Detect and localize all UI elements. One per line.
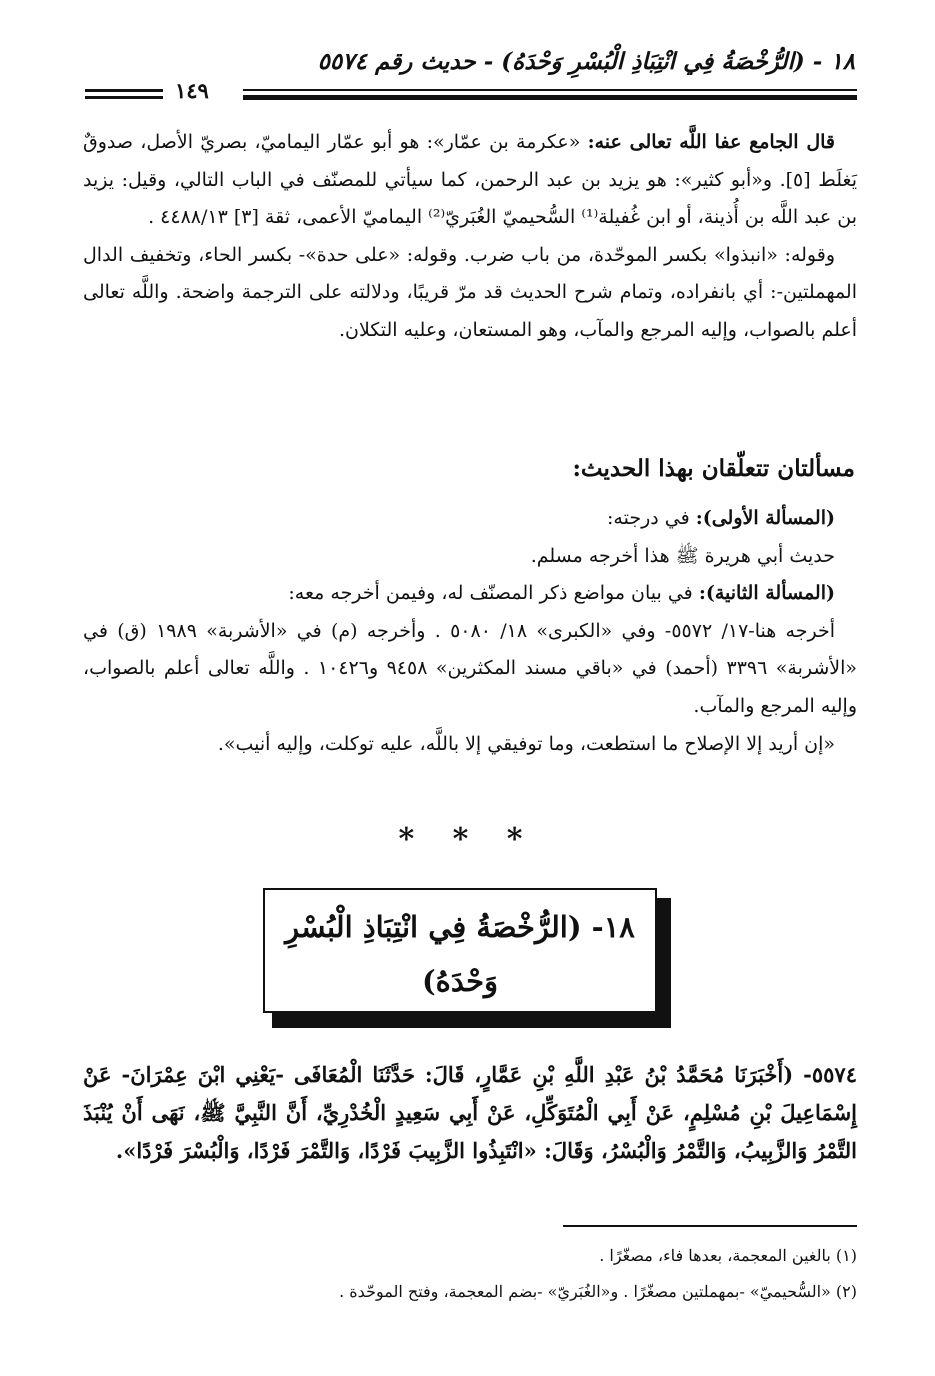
chapter-title-line-2: وَحْدَهُ) [421,964,499,998]
issue-2-body: أخرجه هنا-١٧/ ٥٥٧٢- وفي «الكبرى» ١٨/ ٥٠٨٠ . وأخرجه (م) في «الأشربة» ١٩٨٩ (ق) في «الأشربة» ٣٣٩٦ (أحمد) في «باقي مسند المكثرين» ٩٤٥٨ و١٠٤٢٦ . واللَّه تعالى أعلم بالصواب، وإليه المرجع والمآب. [83,619,858,717]
footnote-2: (٢) «السُّحيميّ» -بمهملتين مصغّرًا . و«الغُبَريّ» -بضم المعجمة، وفتح الموحّدة . [339,1282,857,1301]
header-rule-thick [243,95,857,100]
header-rule-left-bottom [85,96,163,99]
issue-2-heading [83,575,857,613]
section-heading: مسألتان تتعلّقان بهذا الحديث: [572,455,855,482]
header-rule-left-top [85,89,163,92]
issue-1-label: (المسألة الأولى): [695,507,835,529]
running-header-title: ١٨ - (الرُّخْصَةُ فِي انْتِبَاذِ الْبُسْرِ وَحْدَهُ) - حديث رقم ٥٥٧٤ [317,48,855,75]
header-rule-thin [243,89,857,91]
footnotes [83,1238,857,1310]
hadith-text: ٥٥٧٤- (أَخْبَرَنَا مُحَمَّدُ بْنُ عَبْدِ اللَّهِ بْنِ عَمَّارٍ، قَالَ: حَدَّثَنَا الْمُعَافَى -يَعْنِي ابْنَ عِمْرَانَ- عَنْ إِسْمَاعِيلَ بْنِ مُسْلِمٍ، عَنْ أَبِي الْمُتَوَكِّلِ، عَنْ أَبِي سَعِيدٍ الْخُدْرِيِّ، أَنَّ النَّبِيَّ ﷺ، نَهَى أَنْ يُنْبَذَ التَّمْرُ وَالزَّبِيبُ، وَالتَّمْرُ وَالْبُسْرُ، وَقَالَ: «انْتَبِذُوا الزَّبِيبَ فَرْدًا، وَالتَّمْرَ فَرْدًا، وَالْبُسْرَ فَرْدًا». [83,1062,857,1163]
issue-2-label: (المسألة الثانية): [698,582,835,605]
chapter-title-box [263,888,657,1013]
footnote-rule [563,1225,857,1227]
chapter-title-line-1: ١٨- (الرُّخْصَةُ فِي انْتِبَاذِ الْبُسْرِ [285,910,635,944]
page-number: ١٤٩ [175,78,209,103]
separator-stars: * * * [398,822,537,857]
commentary-paragraph-1 [83,124,857,237]
issue-1-body: حديث أبي هريرة ﷺ هذا أخرجه مسلم. [530,544,835,567]
commentary-paragraph-2: وقوله: «انبذوا» بكسر الموحّدة، من باب ضرب. وقوله: «على حدة»- بكسر الحاء، وتخفيف الدال المهملتين-: أي بانفراده، وتمام شرح الحديث قد مرّ قريبًا، ودلالته على الترجمة واضحة. واللَّه تعالى أعلم بالصواب، وإليه المرجع والمآب، وهو المستعان، وعليه التكلان. [83,243,857,341]
closing-verse: «إن أريد إلا الإصلاح ما استطعت، وما توفيقي إلا باللَّه، عليه توكلت، وإليه أنيب». [217,732,835,755]
commentary-text: «عكرمة بن عمّار»: هو أبو عمّار اليماميّ، بصريّ الأصل، صدوقٌ يَغلَط [٥]. و«أبو كثير»: هو يزيد بن عبد الرحمن، كما سيأتي للمصنّف في الباب التالي، وقيل: يزيد بن عبد اللَّه بن أُذينة، أو ابن غُفيلة⁽¹⁾ السُّحيميّ الغُبَريّ⁽²⁾ اليماميّ الأعمى، ثقة [٣] ٤٤٨٨/١٣ . [83,131,857,229]
commentary-block [83,124,857,350]
issues-block [83,500,857,763]
commentary-lead: قال الجامع عفا اللَّه تعالى عنه: [587,131,835,153]
issue-1-text: في درجته: [607,507,696,529]
issue-1-heading [83,500,857,538]
issue-2-text: في بيان مواضع ذكر المصنّف له، وفيمن أخرجه معه: [288,582,699,605]
footnote-1: (١) بالغين المعجمة، بعدها فاء، مصغّرًا . [599,1246,857,1265]
